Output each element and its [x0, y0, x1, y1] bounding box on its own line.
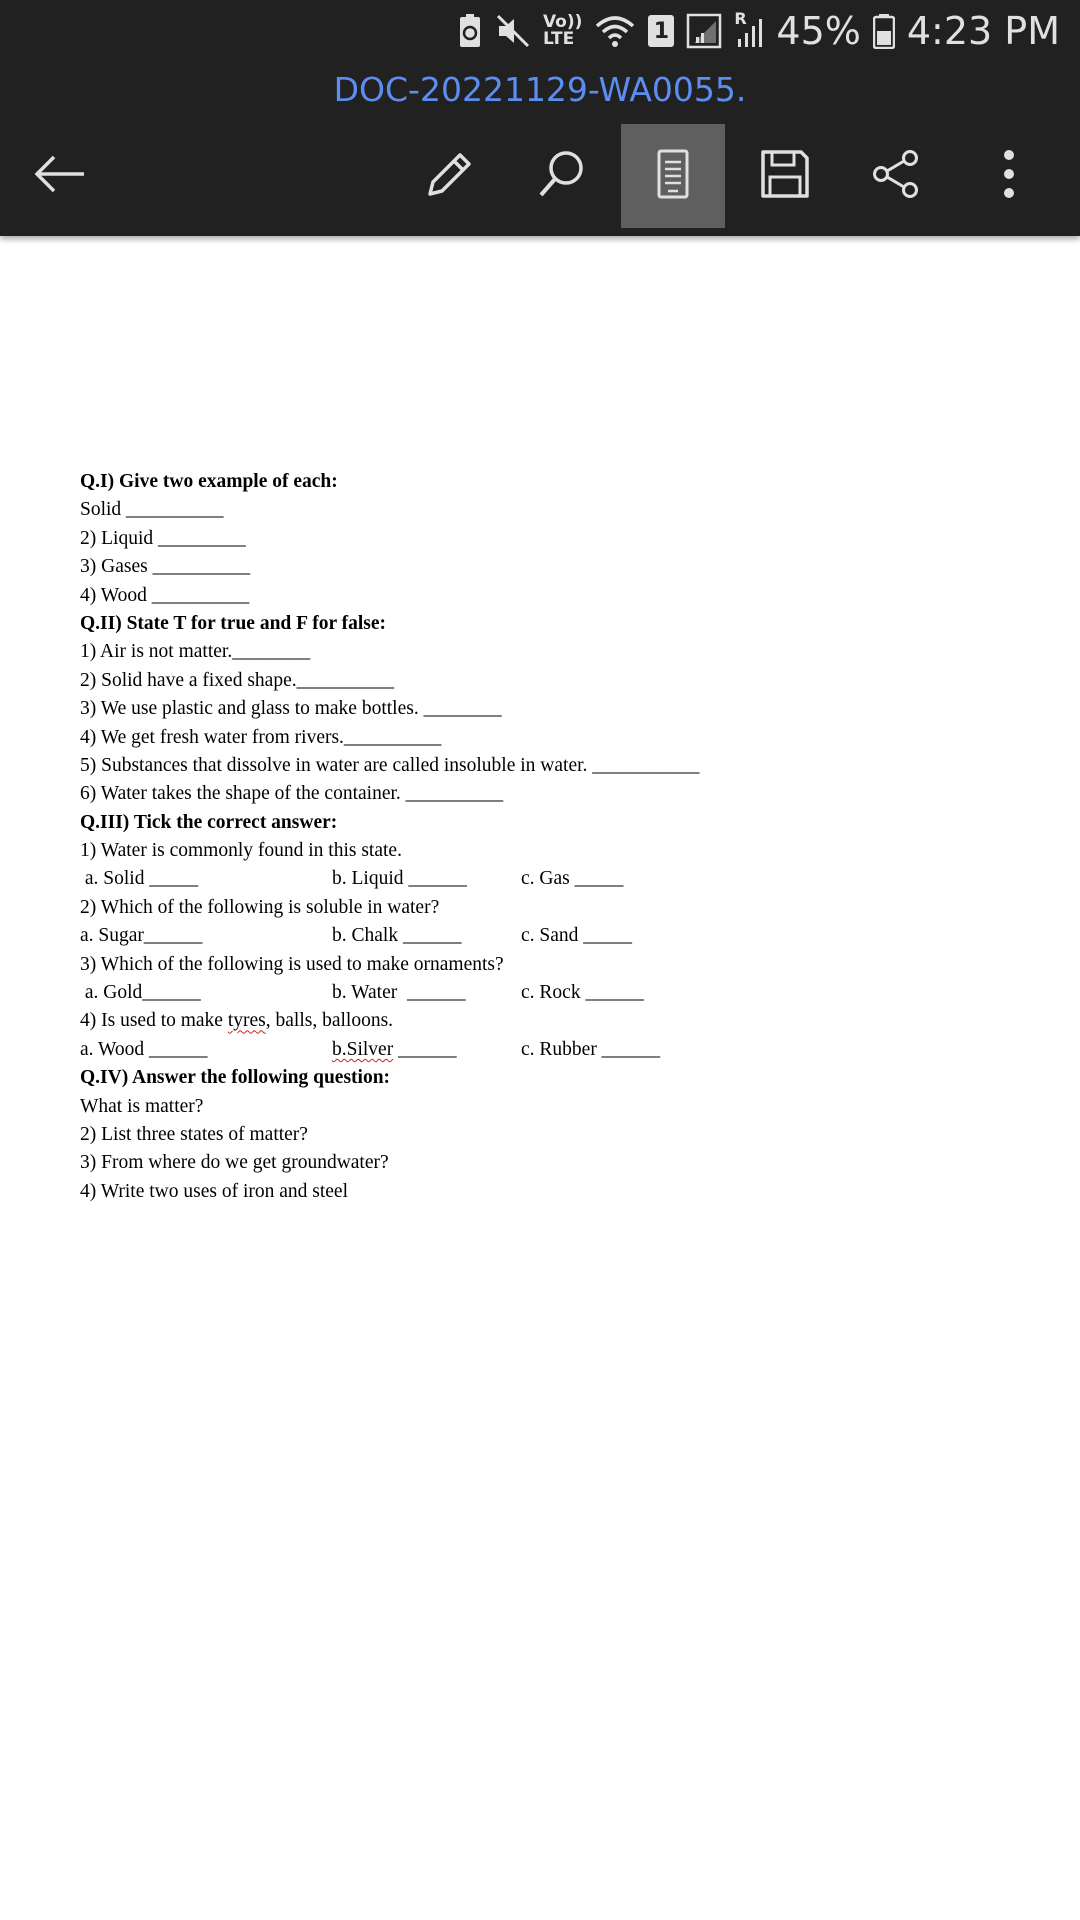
back-button[interactable]	[8, 124, 112, 228]
volte-indicator: Vo)) LTE	[542, 12, 583, 49]
q3-question: 2) Which of the following is soluble in water?	[80, 896, 440, 918]
q4-item: 4) Write two uses of iron and steel	[80, 1180, 349, 1202]
q3-heading: Q.III) Tick the correct answer:	[80, 811, 338, 833]
clock: 4:23 PM	[906, 9, 1060, 53]
share-icon	[870, 148, 922, 205]
share-button[interactable]	[844, 124, 948, 228]
back-arrow-icon	[34, 154, 86, 199]
save-button[interactable]	[733, 124, 837, 228]
q3-options	[80, 865, 1040, 893]
wifi-icon	[594, 14, 636, 48]
q1-item: 4) Wood __________	[80, 584, 250, 606]
q1-item: 2) Liquid _________	[80, 527, 246, 549]
q3-question: 3) Which of the following is used to make ornaments?	[80, 953, 504, 975]
option-a: a. Sugar______	[80, 925, 203, 947]
option-b-blank: ______	[393, 1038, 457, 1060]
option-b: b. Chalk ______	[332, 925, 462, 947]
q1-item: 3) Gases __________	[80, 556, 251, 578]
status-bar	[457, 0, 1080, 62]
option-c: c. Rock ______	[521, 982, 644, 1004]
q1-heading: Q.I) Give two example of each:	[80, 471, 338, 492]
q4-item: 3) From where do we get groundwater?	[80, 1152, 389, 1174]
roaming-signal-icon: R	[734, 13, 764, 49]
more-vertical-icon	[999, 148, 1019, 205]
question-text: 4) Is used to make	[80, 1010, 228, 1032]
search-button[interactable]	[510, 124, 614, 228]
q4-item: 2) List three states of matter?	[80, 1123, 308, 1145]
reading-mode-icon	[653, 148, 693, 205]
q4-item: What is matter?	[80, 1095, 204, 1117]
q3-options	[80, 979, 1040, 1007]
option-b: b. Water ______	[332, 982, 466, 1004]
q3-question	[80, 1007, 1040, 1035]
search-icon	[536, 148, 588, 205]
option-c: c. Rubber ______	[521, 1038, 661, 1060]
q2-item: 4) We get fresh water from rivers.__________	[80, 726, 442, 748]
question-text: , balls, balloons.	[265, 1010, 394, 1032]
option-a: a. Gold______	[80, 982, 201, 1004]
document-page	[80, 468, 1040, 1206]
q2-item: 3) We use plastic and glass to make bottles. ________	[80, 698, 502, 720]
document-title: DOC-20221129-WA0055.	[333, 70, 747, 109]
option-a: a. Wood ______	[80, 1038, 208, 1060]
q2-item: 1) Air is not matter.________	[80, 641, 311, 663]
option-b: b. Liquid ______	[332, 868, 467, 890]
pencil-icon	[424, 148, 476, 205]
battery-icon	[873, 13, 895, 49]
mute-icon	[495, 13, 531, 49]
battery-percent: 45%	[776, 9, 861, 53]
option-a: a. Solid _____	[80, 868, 199, 890]
q3-options	[80, 922, 1040, 950]
signal-icon	[686, 13, 722, 49]
q2-item: 2) Solid have a fixed shape.__________	[80, 669, 395, 691]
reading-mode-button[interactable]	[621, 124, 725, 228]
q2-item: 6) Water takes the shape of the container. __________	[80, 783, 504, 805]
q2-heading: Q.II) State T for true and F for false:	[80, 612, 387, 634]
q2-item: 5) Substances that dissolve in water are called insoluble in water. ___________	[80, 754, 700, 776]
edit-button[interactable]	[398, 124, 502, 228]
app-toolbar	[0, 0, 1080, 236]
option-b	[332, 1036, 457, 1064]
battery-saver-icon	[457, 13, 483, 49]
option-c: c. Gas _____	[521, 868, 624, 890]
save-icon	[759, 148, 811, 205]
q3-question: 1) Water is commonly found in this state.	[80, 840, 402, 862]
option-c: c. Sand _____	[521, 925, 633, 947]
q4-heading: Q.IV) Answer the following question:	[80, 1067, 391, 1089]
sim-badge: 1	[648, 15, 674, 47]
spellcheck-word: tyres	[227, 1010, 266, 1032]
spellcheck-word: b.Silver	[332, 1038, 394, 1060]
q1-item: Solid __________	[80, 499, 224, 521]
more-options-button[interactable]	[957, 124, 1061, 228]
q3-options	[80, 1036, 1040, 1064]
